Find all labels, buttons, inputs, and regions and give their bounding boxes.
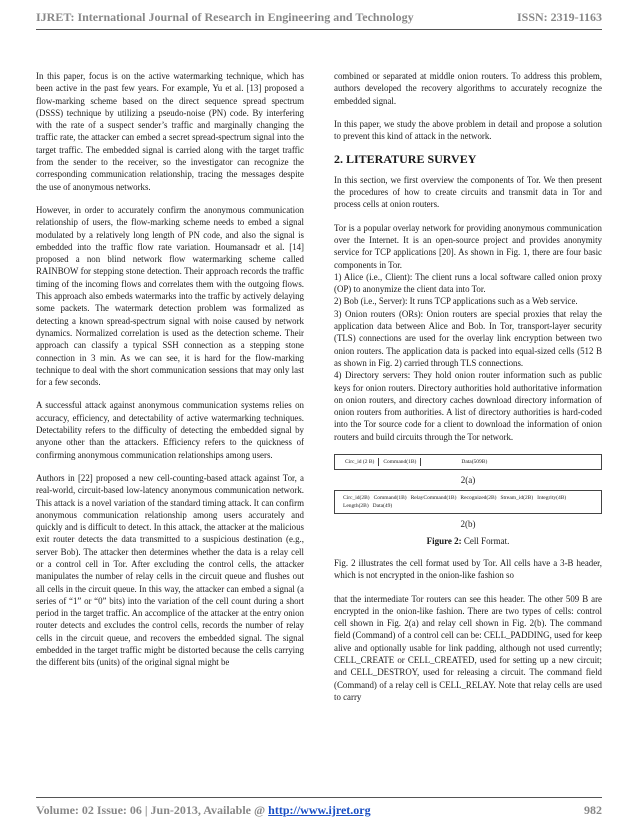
field-length: Length(2B) [343,503,369,510]
field-circ-id: Circ_id(2B) [343,495,370,502]
footer-rule [36,797,602,798]
figure-2b-label: 2(b) [460,519,476,530]
paragraph: Tor is a popular overlay network for providing anonymous communication over the Internet. It is an open-source project and provides anonymity service for TCP applications [20]. As shown in Fig. 1, there are four basic components in Tor. [334,222,602,270]
journal-title: IJRET: International Journal of Research in Engineering and Technology [36,10,414,24]
field-relay-command: RelayCommand(1B) [410,495,457,502]
paragraph: In this paper, we study the above problem in detail and propose a solution to prevent this kind of attack in the network. [334,118,602,142]
figure-caption [334,535,602,547]
figure-2a-diagram [334,454,602,470]
figure-2a-label: 2(a) [460,475,476,486]
paragraph: In this paper, focus is on the active watermarking technique, which has been active in the past few years. For example, Yu et al. [13] proposed a flow-marking scheme based on the direct sequence spread spectrum (DSSS) technique by utilizing a pseudo-noise (PN) code. By interfering with the rate of a suspect sender’s traffic and marginally changing the traffic rate, the attacker can embed a secret spread-spectrum signal into the target traffic. The embedded signal is carried along with the target traffic from the sender to the receiver, so the investigator can recognize the corresponding communication relationship, tracing the messages despite the use of anonymous networks. [36,71,304,192]
field-command: Command(1B) [373,495,407,502]
list-item: 1) Alice (i.e., Client): The client runs a local software called onion proxy (OP) to anonymize the client data into Tor. [334,271,602,295]
left-column [36,70,304,669]
paragraph: However, in order to accurately confirm the anonymous communication relationship of users, the flow-marking scheme needs to embed a signal modulated by a relatively long length of PN code, and also the signal is embedded into the traffic flow rate variation. Houmansadr et al. [14] proposed a non blind network flow watermarking scheme called RAINBOW for stepping stone detection. Their approach records the traffic timing of the incoming flows and correlates them with the outgoing flows. This approach also embeds watermarks into the traffic by actively delaying some packets. The watermark detection problem was formalized as detecting a known spread-spectrum signal with noise caused by network dynamics. Normalized correlation is used as the detection scheme. Their approach can classify a typical SSH connection as a stepping stone connection in 3 min. As we can see, it is hard for the flow-marking technique to deal with the short communication sessions that may only last for a few seconds. [36,204,304,388]
paragraph: A successful attack against anonymous communication systems relies on accuracy, efficiency, and detectability of active watermarking techniques. Detectability refers to the difficulty of detecting the embedded signal by anyone other than the attackers. Efficiency refers to the quickness of confirming anonymous communication relationships among users. [36,400,304,460]
paragraph: that the intermediate Tor routers can see this header. The other 509 B are encrypted in the onion-like fashion. There are two types of cells: control cell shown in Fig. 2(a) and relay cell shown in Fig. 2(b). The command field (Command) of a control cell can be: CELL_PADDING, used for keep alive and optionally usable for link padding, although not used currently; CELL_CREATE or CELL_CREATED, used for setting up a new circuit; and CELL_DESTROY, used for releasing a circuit. The command field (Command) of a relay cell is CELL_RELAY. Note that relay cells are used to carry [334,593,602,702]
header-rule [36,29,602,30]
journal-link[interactable]: http://www.ijret.org [268,803,371,817]
caption-label: Figure 2: [426,535,462,546]
field-stream-id: Stream_id(2B) [500,495,534,502]
list-item: 2) Bob (i.e., Server): It runs TCP applications such as a Web service. [334,296,578,307]
paragraph: combined or separated at middle onion routers. To address this problem, authors developed the recovery algorithms to accurately recognize the embedded signal. [334,71,602,106]
field-circ-id: Circ_id (2 B) [341,458,379,466]
list-item: 3) Onion routers (ORs): Onion routers are special proxies that relay the application data between Alice and Bob. In Tor, transport-layer security (TLS) connections are used for the overlay link encryption between two onion routers. The application data is packed into equal-sized cells (512 B as shown in Fig. 2) carried through TLS connections. [334,308,602,368]
caption-text: Cell Format. [463,535,510,546]
field-data: Data(509B) [461,459,488,466]
volume-text: Volume: 02 Issue: 06 | Jun-2013, Available @ [36,803,269,817]
paragraph: Fig. 2 illustrates the cell format used by Tor. All cells have a 3-B header, which is not encrypted in the onion-like fashion so [334,557,602,581]
volume-info [36,803,371,818]
field-data: Data(49) [372,503,393,510]
paragraph: Authors in [22] proposed a new cell-counting-based attack against Tor, a real-world, circuit-based low-latency anonymous communication network. This attack is a novel variation of the standard timing attack. It can confirm anonymous communication relationship among users accurately and quickly and is difficult to detect. In this attack, the attacker at the malicious exit router detects the data transmitted to a suspicious destination (e.g., server Bob). The attacker then determines whether the data is a relay cell or a control cell in Tor. After excluding the control cells, the attacker manipulates the number of relay cells in the circuit queue and flushes out all cells in the circuit queue. In this way, the attacker can embed a signal (a series of “1” or “0” bits) into the variation of the cell count during a short period in the target traffic. An accomplice of the attacker at the entry onion router detects and excludes the control cells, records the number of relay cells in the circuit queue, and recovers the embedded signal. The signal embedded in the target traffic might be distorted because the cells carrying the different bits (units) of the original signal might be [36,472,304,668]
field-command: Command(1B) [379,458,421,466]
issn-label: ISSN: 2319-1163 [516,10,602,24]
field-integrity: Integrity(4B) [537,495,567,502]
figure-2b-diagram [334,490,602,514]
field-recognized: Recognized(2B) [460,495,497,502]
section-heading: 2. LITERATURE SURVEY [334,152,477,167]
paragraph: In this section, we first overview the components of Tor. We then present the procedures of how to create circuits and transmit data in Tor and process cells at onion routers. [334,174,602,210]
list-item: 4) Directory servers: They hold onion router information such as public keys for onion routers. Directory authorities hold authoritative information on onion routers, and directory caches download directory information of onion routers from authorities. A list of directory authorities is hard-coded into the Tor source code for a client to download the information of onion routers and build circuits through the Tor network. [334,370,602,442]
page-number: 982 [584,803,602,817]
right-column [334,70,602,703]
